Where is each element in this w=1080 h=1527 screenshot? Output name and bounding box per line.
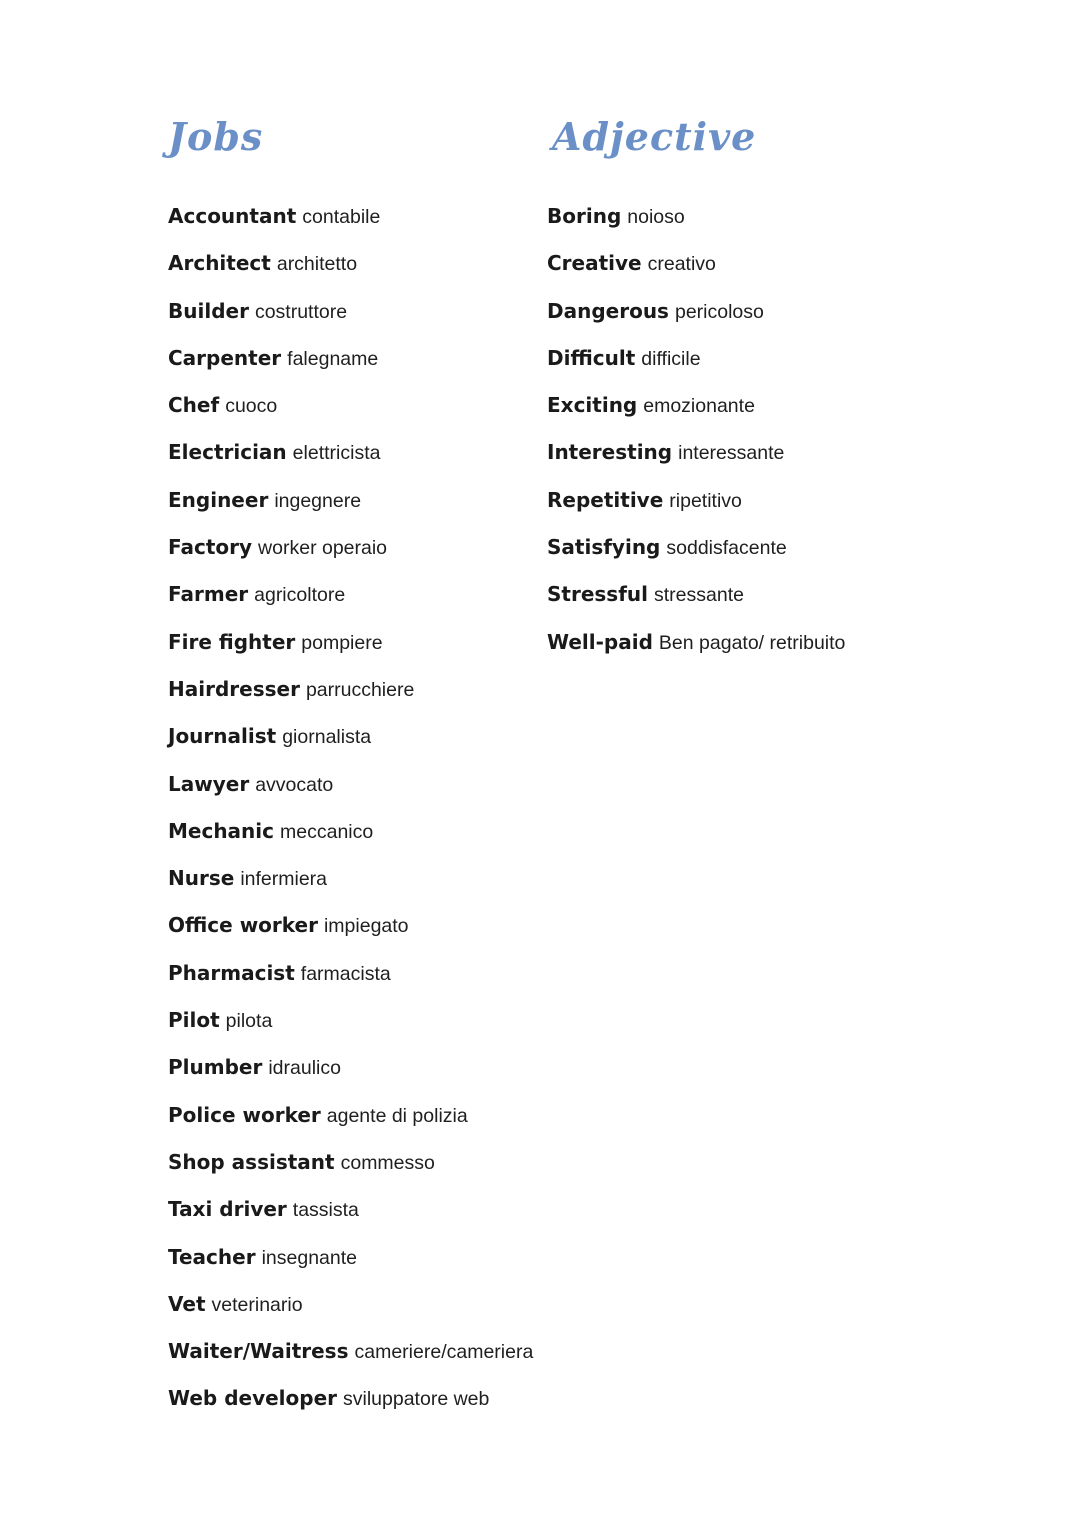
job-entry (168, 858, 533, 905)
job-translation: ingegnere (274, 489, 362, 512)
job-term: Accountant (168, 204, 297, 228)
job-term: Waiter/Waitress (168, 1339, 349, 1364)
adjective-entry (547, 385, 845, 432)
job-translation: tassista (292, 1199, 359, 1222)
adjective-translation: difficile (641, 347, 701, 370)
adjective-entry (547, 243, 845, 290)
job-term: Builder (168, 298, 249, 323)
job-translation: farmacista (300, 962, 391, 985)
adjective-entry (547, 574, 845, 621)
job-term: Mechanic (168, 818, 275, 843)
job-translation: pilota (225, 1010, 273, 1033)
adjective-term: Creative (547, 251, 642, 276)
adjective-entry (547, 527, 845, 574)
adjective-translation: emozionante (643, 395, 755, 418)
job-term: Chef (168, 393, 220, 418)
job-term: Shop assistant (168, 1149, 335, 1174)
job-entry (168, 1331, 533, 1378)
job-entry (168, 905, 533, 952)
job-entry (168, 527, 533, 574)
job-translation: cameriere/cameriera (354, 1341, 534, 1364)
job-translation: worker operaio (258, 537, 388, 560)
adjective-translation: interessante (678, 442, 785, 465)
job-translation: idraulico (268, 1057, 341, 1080)
adjective-term: Satisfying (547, 535, 661, 560)
job-translation: architetto (276, 253, 358, 276)
job-entry (168, 1000, 533, 1047)
job-term: Electrician (168, 440, 287, 465)
job-entry (168, 385, 533, 432)
adjective-entry (547, 291, 845, 338)
job-term: Teacher (168, 1244, 256, 1269)
job-entry (168, 1047, 533, 1094)
job-translation: sviluppatore web (343, 1388, 490, 1411)
job-translation: insegnante (261, 1246, 357, 1269)
job-term: Web developer (168, 1386, 338, 1411)
adjective-entry (547, 480, 845, 527)
adjective-term: Boring (547, 204, 622, 228)
job-entry (168, 1284, 533, 1331)
job-entry (168, 196, 533, 243)
jobs-heading: Jobs (168, 114, 264, 159)
job-term: Police worker (168, 1102, 321, 1127)
job-entry (168, 811, 533, 858)
job-translation: agente di polizia (326, 1104, 468, 1127)
adjective-translation: noioso (627, 206, 685, 228)
job-translation: impiegato (323, 915, 409, 938)
adjective-translation: Ben pagato/ retribuito (658, 631, 846, 654)
job-term: Pilot (168, 1008, 220, 1033)
adjective-translation: ripetitivo (669, 489, 742, 512)
job-translation: infermiera (240, 868, 328, 891)
job-translation: cuoco (225, 395, 278, 418)
adjective-translation: soddisfacente (666, 537, 787, 560)
adjective-term: Well-paid (547, 629, 653, 654)
adjective-translation: creativo (647, 253, 716, 276)
job-translation: commesso (340, 1151, 435, 1174)
job-translation: meccanico (280, 820, 374, 843)
adjective-term: Difficult (547, 345, 636, 370)
job-entry (168, 1189, 533, 1236)
job-translation: contabile (302, 206, 381, 228)
job-term: Taxi driver (168, 1197, 287, 1222)
job-term: Hairdresser (168, 676, 300, 701)
job-term: Journalist (168, 724, 277, 749)
job-term: Plumber (168, 1055, 263, 1080)
adjective-term: Exciting (547, 393, 638, 418)
job-entry (168, 574, 533, 621)
adjective-term: Repetitive (547, 487, 664, 512)
job-translation: veterinario (211, 1293, 303, 1316)
job-entry (168, 764, 533, 811)
job-term: Pharmacist (168, 960, 295, 985)
adjective-term: Interesting (547, 440, 673, 465)
adjective-entry (547, 432, 845, 479)
adjective-translation: stressante (654, 584, 744, 607)
job-term: Engineer (168, 487, 269, 512)
adjective-list (547, 196, 845, 669)
adjective-entry (547, 622, 845, 669)
adjective-entry (547, 196, 845, 243)
job-entry (168, 1142, 533, 1189)
job-term: Architect (168, 251, 271, 276)
job-translation: pompiere (301, 631, 383, 654)
job-entry (168, 1095, 533, 1142)
adjective-term: Stressful (547, 582, 648, 607)
job-term: Vet (168, 1291, 206, 1316)
job-translation: falegname (287, 347, 379, 370)
adjective-entry (547, 338, 845, 385)
job-entry (168, 622, 533, 669)
job-entry (168, 669, 533, 716)
job-translation: avvocato (255, 773, 334, 796)
job-entry (168, 953, 533, 1000)
job-translation: parrucchiere (305, 678, 415, 701)
jobs-list (168, 196, 533, 1426)
job-entry (168, 432, 533, 479)
job-term: Factory (168, 535, 253, 560)
job-entry (168, 1237, 533, 1284)
job-translation: elettricista (292, 442, 381, 465)
job-translation: agricoltore (254, 584, 346, 607)
job-entry (168, 338, 533, 385)
adjective-heading: Adjective (552, 114, 757, 159)
job-term: Lawyer (168, 771, 250, 796)
adjective-translation: pericoloso (674, 300, 764, 323)
job-translation: giornalista (282, 726, 372, 749)
job-term: Carpenter (168, 345, 282, 370)
job-entry (168, 716, 533, 763)
job-entry (168, 480, 533, 527)
job-term: Farmer (168, 582, 249, 607)
job-term: Office worker (168, 913, 318, 938)
adjective-term: Dangerous (547, 298, 669, 323)
job-translation: costruttore (254, 300, 348, 323)
job-entry (168, 291, 533, 338)
job-term: Nurse (168, 866, 235, 891)
job-entry (168, 1378, 533, 1425)
job-entry (168, 243, 533, 290)
job-term: Fire fighter (168, 629, 296, 654)
